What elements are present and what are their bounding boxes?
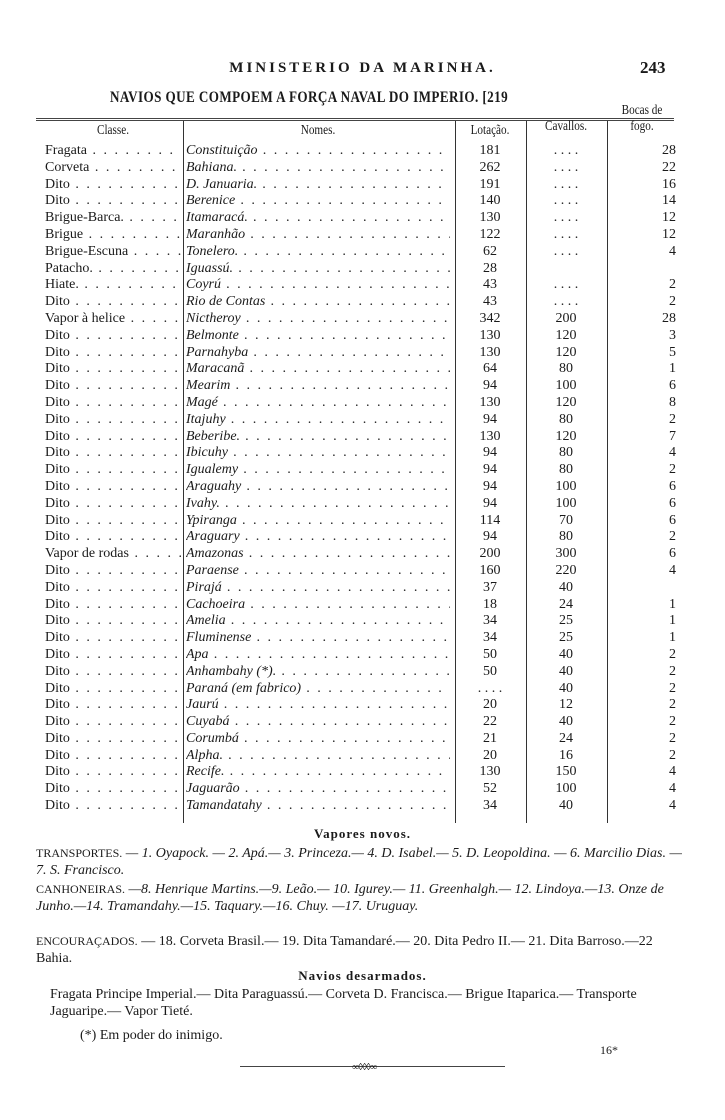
nome-cell: Coyrú . . . bbox=[186, 277, 450, 294]
lotacao-cell: 160 bbox=[479, 562, 501, 578]
classe-cell: Dito . . . bbox=[45, 445, 181, 462]
classe-cell: Dito . . . bbox=[45, 613, 181, 630]
classe-cell: Dito . . . bbox=[45, 798, 181, 815]
lotacao-cell: 20 bbox=[483, 697, 497, 713]
nome-cell: Paraense . . . bbox=[186, 563, 450, 580]
cavallos-cell: 80 bbox=[559, 361, 573, 377]
lotacao-cell: . . . . bbox=[477, 680, 503, 696]
nome-cell: Apa . . . bbox=[186, 647, 450, 664]
cavallos-cell: 100 bbox=[555, 378, 577, 394]
nome-cell: Corumbá . . . bbox=[186, 731, 450, 748]
table-row bbox=[0, 798, 725, 815]
nome-cell: Constituição . . . bbox=[186, 143, 450, 160]
nome-cell: Berenice . . . bbox=[186, 193, 450, 210]
nome-cell: Cuyabá . . . bbox=[186, 714, 450, 731]
table-row bbox=[0, 647, 725, 664]
nome-cell: Amazonas . . . bbox=[186, 546, 450, 563]
lotacao-cell: 18 bbox=[483, 596, 497, 612]
cavallos-cell: 120 bbox=[555, 394, 577, 410]
bocas-cell: 28 bbox=[662, 310, 676, 326]
table-row bbox=[0, 143, 725, 160]
bocas-cell: 3 bbox=[669, 327, 676, 343]
classe-cell: Dito . . . bbox=[45, 529, 181, 546]
lotacao-cell: 43 bbox=[483, 277, 497, 293]
classe-cell: Vapor de rodas . . . bbox=[45, 546, 181, 563]
lotacao-cell: 94 bbox=[483, 478, 497, 494]
cavallos-cell: 16 bbox=[559, 747, 573, 763]
canhoneiras-list: —8. Henrique Martins.—9. Leão.— 10. Igurey.— 11. Greenhalgh.— 12. Lindoya.—13. Onze de Junho.—14. Tramandahy.—15. Taquary.—16. Chuy. —17. Uruguay. bbox=[36, 882, 664, 914]
classe-cell: Dito . . . bbox=[45, 193, 181, 210]
bocas-cell: 2 bbox=[669, 411, 676, 427]
classe-cell: Brigue-Barca. . . . bbox=[45, 210, 181, 227]
table-row bbox=[0, 328, 725, 345]
bocas-cell: 2 bbox=[669, 747, 676, 763]
bocas-cell: 12 bbox=[662, 226, 676, 242]
classe-cell: Corveta . . . bbox=[45, 160, 181, 177]
classe-cell: Dito . . . bbox=[45, 731, 181, 748]
classe-cell: Dito . . . bbox=[45, 681, 181, 698]
bocas-cell: 7 bbox=[669, 428, 676, 444]
bocas-cell: 2 bbox=[669, 277, 676, 293]
classe-cell: Hiate. . . . bbox=[45, 277, 181, 294]
cavallos-cell: 100 bbox=[555, 495, 577, 511]
nome-cell: Fluminense . . . bbox=[186, 630, 450, 647]
classe-cell: Dito . . . bbox=[45, 479, 181, 496]
section-vapores-novos: Vapores novos. bbox=[313, 826, 412, 841]
lotacao-cell: 94 bbox=[483, 445, 497, 461]
lotacao-cell: 62 bbox=[483, 243, 497, 259]
lotacao-cell: 94 bbox=[483, 411, 497, 427]
table-row bbox=[0, 479, 725, 496]
nome-cell: Tamandatahy . . . bbox=[186, 798, 450, 815]
nome-cell: Paraná (em fabrico) . . . bbox=[186, 681, 450, 698]
table-row bbox=[0, 664, 725, 681]
nome-cell: Magé . . . bbox=[186, 395, 450, 412]
table-row bbox=[0, 580, 725, 597]
nome-cell: Nictheroy . . . bbox=[186, 311, 450, 328]
table-row bbox=[0, 681, 725, 698]
cavallos-cell: 25 bbox=[559, 630, 573, 646]
classe-cell: Dito . . . bbox=[45, 597, 181, 614]
table-row bbox=[0, 294, 725, 311]
bocas-cell: 1 bbox=[669, 630, 676, 646]
cavallos-cell: 40 bbox=[559, 714, 573, 730]
classe-cell: Patacho. . . . bbox=[45, 261, 181, 278]
classe-cell: Dito . . . bbox=[45, 395, 181, 412]
cavallos-cell: 40 bbox=[559, 663, 573, 679]
table-row bbox=[0, 764, 725, 781]
lotacao-cell: 50 bbox=[483, 663, 497, 679]
lotacao-cell: 34 bbox=[483, 613, 497, 629]
table-title: NAVIOS QUE COMPOEM A FORÇA NAVAL DO IMPERIO. [219 bbox=[110, 89, 509, 106]
nome-cell: Ivahy. . . . bbox=[186, 496, 450, 513]
page-number: 243 bbox=[640, 58, 666, 77]
nome-cell: Araguahy . . . bbox=[186, 479, 450, 496]
table-row bbox=[0, 311, 725, 328]
table-row bbox=[0, 193, 725, 210]
cavallos-cell: 24 bbox=[559, 730, 573, 746]
header-lotacao: Lotação. bbox=[470, 123, 510, 138]
nome-cell: Beberibe. . . . bbox=[186, 429, 450, 446]
section-navios-desarmados: Navios desarmados. bbox=[298, 968, 427, 983]
cavallos-cell: . . . . bbox=[553, 277, 579, 293]
nome-cell: Parnahyba . . . bbox=[186, 345, 450, 362]
table-row bbox=[0, 462, 725, 479]
table-row bbox=[0, 210, 725, 227]
bocas-cell: 1 bbox=[669, 596, 676, 612]
classe-cell: Dito . . . bbox=[45, 345, 181, 362]
canhoneiras-label: CANHONEIRAS. bbox=[36, 882, 126, 896]
nome-cell: Maracanã . . . bbox=[186, 361, 450, 378]
table-row bbox=[0, 563, 725, 580]
nome-cell: D. Januaria. . . . bbox=[186, 177, 450, 194]
transportes-label: TRANSPORTES. bbox=[36, 846, 123, 860]
cavallos-cell: 120 bbox=[555, 428, 577, 444]
lotacao-cell: 50 bbox=[483, 646, 497, 662]
lotacao-cell: 37 bbox=[483, 579, 497, 595]
nome-cell: Mearim . . . bbox=[186, 378, 450, 395]
ship-table-body bbox=[0, 143, 725, 815]
nome-cell: Rio de Contas . . . bbox=[186, 294, 450, 311]
bocas-cell: 1 bbox=[669, 613, 676, 629]
nome-cell: Ibicuhy . . . bbox=[186, 445, 450, 462]
table-row bbox=[0, 378, 725, 395]
lotacao-cell: 181 bbox=[479, 143, 501, 158]
table-row bbox=[0, 345, 725, 362]
lotacao-cell: 130 bbox=[479, 210, 501, 226]
table-row bbox=[0, 513, 725, 530]
lotacao-cell: 52 bbox=[483, 781, 497, 797]
classe-cell: Dito . . . bbox=[45, 630, 181, 647]
lotacao-cell: 262 bbox=[479, 159, 501, 175]
bocas-cell: 2 bbox=[669, 529, 676, 545]
nome-cell: Igualemy . . . bbox=[186, 462, 450, 479]
header-nomes: Nomes. bbox=[300, 123, 336, 138]
nome-cell: Cachoeira . . . bbox=[186, 597, 450, 614]
header-classe: Classe. bbox=[96, 123, 130, 138]
transportes-list: — 1. Oyapock. — 2. Apá.— 3. Princeza.— 4. D. Isabel.— 5. D. Leopoldina. — 6. Marcilio Dias. — 7. S. Francisco. bbox=[36, 846, 682, 878]
classe-cell: Dito . . . bbox=[45, 764, 181, 781]
classe-cell: Brigue-Escuna . . . bbox=[45, 244, 181, 261]
lotacao-cell: 34 bbox=[483, 630, 497, 646]
table-row bbox=[0, 597, 725, 614]
table-row bbox=[0, 227, 725, 244]
nome-cell: Araguary . . . bbox=[186, 529, 450, 546]
cavallos-cell: . . . . bbox=[553, 294, 579, 310]
classe-cell: Dito . . . bbox=[45, 462, 181, 479]
table-row bbox=[0, 261, 725, 278]
bocas-cell: 2 bbox=[669, 697, 676, 713]
lotacao-cell: 34 bbox=[483, 798, 497, 814]
nome-cell: Belmonte . . . bbox=[186, 328, 450, 345]
table-row bbox=[0, 630, 725, 647]
lotacao-cell: 122 bbox=[479, 226, 501, 242]
bocas-cell: 4 bbox=[669, 781, 676, 797]
header-bocas: Bocas de fogo. bbox=[621, 103, 663, 134]
cavallos-cell: 40 bbox=[559, 646, 573, 662]
nome-cell: Tonelero. . . . bbox=[186, 244, 450, 261]
classe-cell: Dito . . . bbox=[45, 412, 181, 429]
cavallos-cell: . . . . bbox=[553, 193, 579, 209]
lotacao-cell: 20 bbox=[483, 747, 497, 763]
cavallos-cell: . . . . bbox=[553, 226, 579, 242]
lotacao-cell: 22 bbox=[483, 714, 497, 730]
bocas-cell: 6 bbox=[669, 478, 676, 494]
nome-cell: Jaurú . . . bbox=[186, 697, 450, 714]
table-row bbox=[0, 429, 725, 446]
classe-cell: Dito . . . bbox=[45, 781, 181, 798]
nome-cell: Iguassú. . . . bbox=[186, 261, 450, 278]
classe-cell: Dito . . . bbox=[45, 513, 181, 530]
nome-cell: Alpha. . . . bbox=[186, 748, 450, 765]
nome-cell: Jaguarão . . . bbox=[186, 781, 450, 798]
lotacao-cell: 130 bbox=[479, 764, 501, 780]
bocas-cell: 4 bbox=[669, 562, 676, 578]
classe-cell: Dito . . . bbox=[45, 294, 181, 311]
bocas-cell: 22 bbox=[662, 159, 676, 175]
table-row bbox=[0, 731, 725, 748]
encouracados-list: — 18. Corveta Brasil.— 19. Dita Tamandaré.— 20. Dita Pedro II.— 21. Dita Barroso.—22 Bahia. bbox=[36, 934, 653, 966]
bocas-cell: 6 bbox=[669, 495, 676, 511]
table-row bbox=[0, 781, 725, 798]
lotacao-cell: 342 bbox=[479, 310, 501, 326]
table-row bbox=[0, 160, 725, 177]
bocas-cell: 14 bbox=[662, 193, 676, 209]
cavallos-cell: . . . . bbox=[553, 210, 579, 226]
table-row bbox=[0, 412, 725, 429]
bocas-cell: 4 bbox=[669, 445, 676, 461]
nome-cell: Bahiana. . . . bbox=[186, 160, 450, 177]
nome-cell: Itamaracá. . . . bbox=[186, 210, 450, 227]
bocas-cell: 4 bbox=[669, 764, 676, 780]
table-row bbox=[0, 748, 725, 765]
classe-cell: Dito . . . bbox=[45, 697, 181, 714]
footnote: (*) Em poder do inimigo. bbox=[80, 1028, 223, 1043]
cavallos-cell: 80 bbox=[559, 445, 573, 461]
table-row bbox=[0, 361, 725, 378]
table-row bbox=[0, 613, 725, 630]
bocas-cell: 2 bbox=[669, 680, 676, 696]
bocas-cell: 12 bbox=[662, 210, 676, 226]
table-row bbox=[0, 177, 725, 194]
cavallos-cell: 40 bbox=[559, 680, 573, 696]
bocas-cell: 16 bbox=[662, 176, 676, 192]
bocas-cell: 1 bbox=[669, 361, 676, 377]
classe-cell: Dito . . . bbox=[45, 378, 181, 395]
running-head: MINISTERIO DA MARINHA. bbox=[229, 60, 496, 76]
bocas-cell: 2 bbox=[669, 730, 676, 746]
bocas-cell: 6 bbox=[669, 378, 676, 394]
table-row bbox=[0, 244, 725, 261]
encouracados-paragraph bbox=[36, 933, 686, 967]
cavallos-cell: . . . . bbox=[553, 143, 579, 158]
header-cavallos: Cavallos. bbox=[545, 119, 587, 134]
classe-cell: Dito . . . bbox=[45, 496, 181, 513]
nome-cell: Amelia . . . bbox=[186, 613, 450, 630]
table-row bbox=[0, 445, 725, 462]
bocas-cell: 6 bbox=[669, 512, 676, 528]
nome-cell: Itajuhy . . . bbox=[186, 412, 450, 429]
nome-cell: Anhambahy (*). . . . bbox=[186, 664, 450, 681]
lotacao-cell: 130 bbox=[479, 428, 501, 444]
transportes-paragraph bbox=[36, 845, 686, 879]
nome-cell: Maranhão . . . bbox=[186, 227, 450, 244]
encouracados-label: ENCOURAÇADOS. bbox=[36, 934, 138, 948]
table-row bbox=[0, 395, 725, 412]
classe-cell: Vapor à helice . . . bbox=[45, 311, 181, 328]
ornament-icon: ∞◊◊◊∞ bbox=[352, 1062, 377, 1073]
bocas-cell: 8 bbox=[669, 394, 676, 410]
nome-cell: Pirajá . . . bbox=[186, 580, 450, 597]
bocas-cell: 28 bbox=[662, 143, 676, 158]
classe-cell: Dito . . . bbox=[45, 647, 181, 664]
table-row bbox=[0, 697, 725, 714]
lotacao-cell: 200 bbox=[479, 546, 501, 562]
cavallos-cell: . . . . bbox=[553, 176, 579, 192]
cavallos-cell: 100 bbox=[555, 781, 577, 797]
desarmados-paragraph: Fragata Principe Imperial.— Dita Paraguassú.— Corveta D. Francisca.— Brigue Itaparica.— Transporte Jaguaripe.— Vapor Tieté. bbox=[50, 987, 637, 1019]
cavallos-cell: 80 bbox=[559, 529, 573, 545]
nome-cell: Recife. . . . bbox=[186, 764, 450, 781]
cavallos-cell: . . . . bbox=[553, 159, 579, 175]
classe-cell: Dito . . . bbox=[45, 328, 181, 345]
table-row bbox=[0, 277, 725, 294]
cavallos-cell: 150 bbox=[555, 764, 577, 780]
lotacao-cell: 94 bbox=[483, 495, 497, 511]
lotacao-cell: 140 bbox=[479, 193, 501, 209]
cavallos-cell: 120 bbox=[555, 344, 577, 360]
bocas-cell: 4 bbox=[669, 798, 676, 814]
cavallos-cell: 40 bbox=[559, 579, 573, 595]
classe-cell: Dito . . . bbox=[45, 361, 181, 378]
nome-cell: Ypiranga . . . bbox=[186, 513, 450, 530]
cavallos-cell: 40 bbox=[559, 798, 573, 814]
cavallos-cell: 24 bbox=[559, 596, 573, 612]
cavallos-cell: 80 bbox=[559, 411, 573, 427]
classe-cell: Dito . . . bbox=[45, 664, 181, 681]
lotacao-cell: 21 bbox=[483, 730, 497, 746]
bocas-cell: 4 bbox=[669, 243, 676, 259]
classe-cell: Dito . . . bbox=[45, 714, 181, 731]
bocas-cell: 2 bbox=[669, 646, 676, 662]
cavallos-cell: 100 bbox=[555, 478, 577, 494]
cavallos-cell: . . . . bbox=[553, 243, 579, 259]
classe-cell: Dito . . . bbox=[45, 580, 181, 597]
table-row bbox=[0, 529, 725, 546]
cavallos-cell: 80 bbox=[559, 462, 573, 478]
signature-mark: 16* bbox=[600, 1043, 618, 1057]
cavallos-cell: 200 bbox=[555, 310, 577, 326]
lotacao-cell: 114 bbox=[479, 512, 501, 528]
classe-cell: Dito . . . bbox=[45, 177, 181, 194]
lotacao-cell: 130 bbox=[479, 344, 501, 360]
bocas-cell: 2 bbox=[669, 462, 676, 478]
classe-cell: Brigue . . . bbox=[45, 227, 181, 244]
classe-cell: Fragata . . . bbox=[45, 143, 181, 160]
lotacao-cell: 94 bbox=[483, 529, 497, 545]
bocas-cell: 2 bbox=[669, 663, 676, 679]
bocas-cell: 6 bbox=[669, 546, 676, 562]
lotacao-cell: 64 bbox=[483, 361, 497, 377]
lotacao-cell: 130 bbox=[479, 327, 501, 343]
classe-cell: Dito . . . bbox=[45, 748, 181, 765]
classe-cell: Dito . . . bbox=[45, 563, 181, 580]
bocas-cell: 5 bbox=[669, 344, 676, 360]
cavallos-cell: 70 bbox=[559, 512, 573, 528]
cavallos-cell: 220 bbox=[555, 562, 577, 578]
table-row bbox=[0, 496, 725, 513]
lotacao-cell: 94 bbox=[483, 462, 497, 478]
lotacao-cell: 94 bbox=[483, 378, 497, 394]
bocas-cell: 2 bbox=[669, 294, 676, 310]
classe-cell: Dito . . . bbox=[45, 429, 181, 446]
cavallos-cell: 12 bbox=[559, 697, 573, 713]
lotacao-cell: 191 bbox=[479, 176, 501, 192]
cavallos-cell: 25 bbox=[559, 613, 573, 629]
lotacao-cell: 130 bbox=[479, 394, 501, 410]
cavallos-cell: 300 bbox=[555, 546, 577, 562]
cavallos-cell: 120 bbox=[555, 327, 577, 343]
lotacao-cell: 43 bbox=[483, 294, 497, 310]
bocas-cell: 2 bbox=[669, 714, 676, 730]
canhoneiras-paragraph bbox=[36, 881, 686, 915]
table-row bbox=[0, 546, 725, 563]
lotacao-cell: 28 bbox=[483, 260, 497, 276]
table-row bbox=[0, 714, 725, 731]
